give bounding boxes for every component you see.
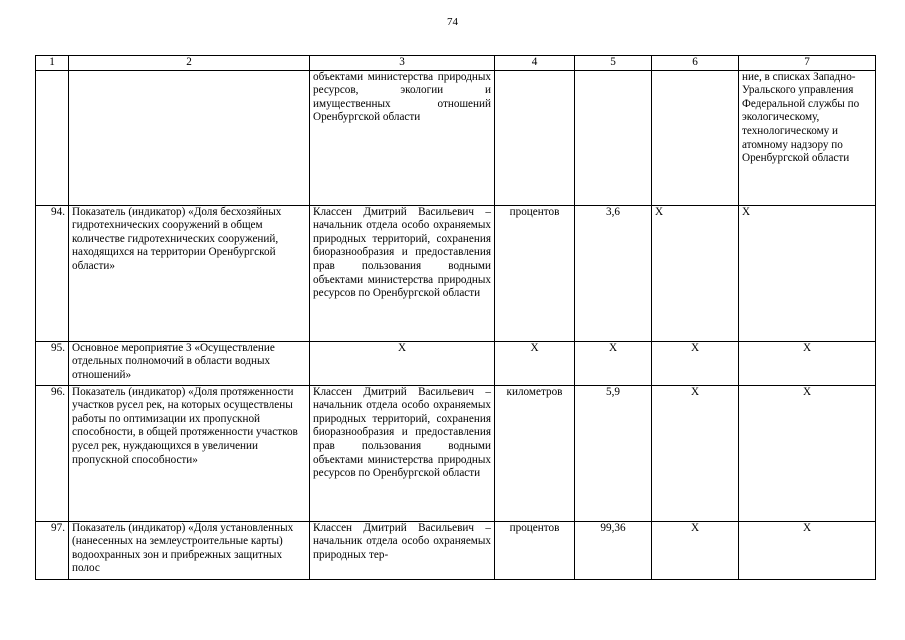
- col7-value: X: [739, 521, 876, 579]
- responsible-person: Классен Дмитрий Васильевич – начальник отдела особо охраняемых природных тер-: [310, 521, 495, 579]
- table-row: [36, 341, 876, 385]
- row-number: 97.: [36, 521, 69, 579]
- table-row: [36, 70, 876, 205]
- responsible-person: X: [310, 341, 495, 385]
- indicator-name: Основное мероприятие 3 «Осуществление отдельных полномочий в области водных отношений»: [69, 341, 310, 385]
- col7-value: X: [739, 205, 876, 341]
- value: 5,9: [575, 385, 652, 521]
- table-row: [36, 205, 876, 341]
- header-col-1: 1: [36, 56, 69, 71]
- row-number: 95.: [36, 341, 69, 385]
- unit: километров: [495, 385, 575, 521]
- indicator-name: Показатель (индикатор) «Доля установленных (нанесенных на землеустроительные карты) водоохранных зон и прибрежных защитных полос: [69, 521, 310, 579]
- page-number: 74: [447, 16, 458, 28]
- col7-value: X: [739, 385, 876, 521]
- col6-value: X: [652, 205, 739, 341]
- header-col-5: 5: [575, 56, 652, 71]
- header-col-6: 6: [652, 56, 739, 71]
- value: X: [575, 341, 652, 385]
- table-row: [36, 385, 876, 521]
- indicator-name: Показатель (индикатор) «Доля протяженности участков русел рек, на которых осуществлены работы по оптимизации их пропускной способности, в общей протяженности участков русел рек, нуждающихся в увеличении пропускной способности»: [69, 385, 310, 521]
- responsible-person: Классен Дмитрий Васильевич – начальник отдела особо охраняемых природных территорий, сохранения биоразнообразия и предоставления прав пользования водными объектами министерства природных ресурсов по Оренбургской области: [310, 385, 495, 521]
- col6-value: X: [652, 521, 739, 579]
- col7-value: X: [739, 341, 876, 385]
- col6-value: X: [652, 385, 739, 521]
- indicators-table: [35, 55, 876, 580]
- row-number: 96.: [36, 385, 69, 521]
- col7-value: ние, в списках Западно-Уральского управления Федеральной службы по экологическому, технологическому и атомному надзору по Оренбургской области: [739, 70, 876, 205]
- responsible-person: Классен Дмитрий Васильевич – начальник отдела особо охраняемых природных территорий, сохранения биоразнообразия и предоставления прав пользования водными объектами министерства природных ресурсов по Оренбургской области: [310, 205, 495, 341]
- indicator-name: [69, 70, 310, 205]
- unit: процентов: [495, 521, 575, 579]
- row-number: 94.: [36, 205, 69, 341]
- header-row: [36, 56, 876, 71]
- indicator-name: Показатель (индикатор) «Доля бесхозяйных гидротехнических сооружений в общем количестве гидротехнических сооружений, находящихся на территории Оренбургской области»: [69, 205, 310, 341]
- col6-value: [652, 70, 739, 205]
- responsible-person: объектами министерства природных ресурсов, экологии и имущественных отношений Оренбургской области: [310, 70, 495, 205]
- col6-value: X: [652, 341, 739, 385]
- table-row: [36, 521, 876, 579]
- header-col-4: 4: [495, 56, 575, 71]
- header-col-3: 3: [310, 56, 495, 71]
- unit: [495, 70, 575, 205]
- header-col-7: 7: [739, 56, 876, 71]
- value: [575, 70, 652, 205]
- value: 3,6: [575, 205, 652, 341]
- unit: процентов: [495, 205, 575, 341]
- unit: X: [495, 341, 575, 385]
- row-number: [36, 70, 69, 205]
- value: 99,36: [575, 521, 652, 579]
- header-col-2: 2: [69, 56, 310, 71]
